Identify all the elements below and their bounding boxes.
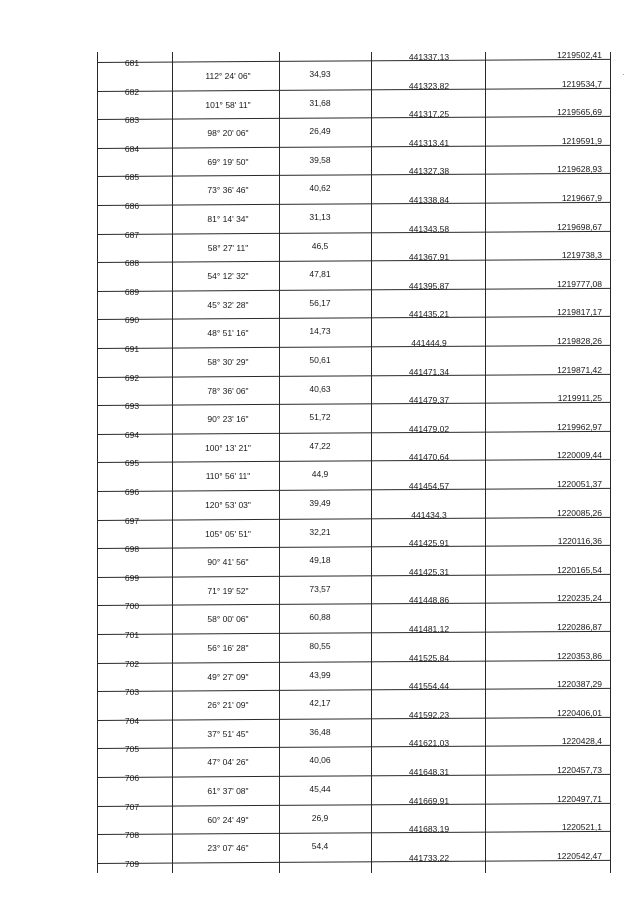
y-coordinate: 1220116,36	[557, 536, 602, 547]
bearing-angle: 49° 27' 09"	[207, 671, 249, 682]
bearing-angle: 26° 21' 09"	[207, 700, 249, 711]
bearing-angle: 90° 41' 56"	[207, 557, 249, 568]
bearing-angle: 48° 51' 16"	[207, 328, 249, 339]
point-number: 690	[124, 315, 140, 326]
bearing-angle: 120° 53' 03"	[205, 500, 251, 510]
side-length: 73,57	[309, 583, 331, 594]
x-coordinate: 441313,41	[408, 137, 450, 148]
column-border	[610, 52, 611, 873]
bearing-angle: 54° 12' 32"	[207, 271, 249, 282]
y-coordinate: 1220428,4	[561, 736, 602, 747]
y-coordinate: 1220286,87	[557, 622, 602, 632]
side-length: 39,49	[309, 498, 331, 508]
bearing-angle: 71° 19' 52"	[207, 585, 249, 596]
x-coordinate: 441554,44	[408, 681, 450, 692]
x-coordinate: 441454,57	[408, 481, 450, 491]
x-coordinate: 441444,9	[411, 338, 447, 348]
y-coordinate: 1219565,69	[557, 107, 602, 118]
margin-mark: ·	[622, 70, 625, 79]
bearing-angle: 37° 51' 45"	[207, 728, 249, 739]
x-coordinate: 441338,84	[408, 195, 450, 205]
side-length: 40,06	[309, 755, 331, 766]
y-coordinate: 1220165,54	[557, 564, 602, 575]
y-coordinate: 1220051,37	[557, 479, 602, 489]
side-length: 60,88	[309, 612, 331, 623]
point-number: 696	[124, 487, 140, 497]
x-coordinate: 441470,64	[408, 452, 450, 463]
bearing-angle: 58° 27' 11"	[207, 242, 249, 253]
x-coordinate: 441395,87	[408, 280, 450, 291]
y-coordinate: 1220387,29	[557, 679, 602, 690]
y-coordinate: 1220406,01	[557, 707, 602, 718]
y-coordinate: 1220457,73	[557, 765, 602, 775]
column-border	[485, 52, 486, 873]
point-number: 681	[124, 58, 140, 68]
x-coordinate: 441592,23	[408, 709, 450, 720]
side-length: 56,17	[309, 297, 331, 308]
point-number: 694	[124, 429, 140, 440]
y-coordinate: 1219534,7	[561, 78, 602, 89]
y-coordinate: 1219502,41	[557, 50, 602, 60]
side-length: 50,61	[309, 355, 331, 365]
point-number: 700	[124, 601, 140, 612]
x-coordinate: 441683,19	[408, 824, 450, 835]
point-number: 687	[124, 229, 140, 240]
x-coordinate: 441327,38	[408, 166, 450, 177]
y-coordinate: 1220521,1	[561, 822, 602, 833]
x-coordinate: 441733,22	[408, 852, 450, 863]
y-coordinate: 1219777,08	[557, 278, 602, 289]
side-length: 47,22	[309, 440, 331, 451]
x-coordinate: 441525,84	[408, 652, 450, 663]
bearing-angle: 61° 37' 08"	[207, 786, 249, 796]
x-coordinate: 441337,13	[408, 52, 450, 62]
x-coordinate: 441425,31	[408, 566, 450, 577]
side-length: 26,49	[309, 126, 331, 137]
side-length: 31,68	[309, 97, 331, 108]
y-coordinate: 1219667,9	[561, 193, 602, 203]
x-coordinate: 441479,02	[408, 423, 450, 434]
point-number: 693	[124, 401, 140, 412]
side-length: 31,13	[309, 212, 331, 222]
point-number: 682	[124, 86, 140, 97]
point-number: 691	[124, 344, 140, 354]
point-number: 708	[124, 830, 140, 841]
side-length: 45,44	[309, 784, 331, 794]
point-number: 697	[124, 515, 140, 526]
bearing-angle: 58° 00' 06"	[207, 614, 249, 625]
x-coordinate: 441435,21	[408, 309, 450, 320]
point-number: 684	[124, 143, 140, 154]
side-length: 36,48	[309, 726, 331, 737]
bearing-angle: 60° 24' 49"	[207, 814, 249, 825]
bearing-angle: 45° 32' 28"	[207, 299, 249, 310]
x-coordinate: 441621,03	[408, 738, 450, 749]
side-length: 42,17	[309, 698, 331, 709]
point-number: 702	[124, 658, 140, 669]
y-coordinate: 1219828,26	[557, 336, 602, 346]
y-coordinate: 1219962,97	[557, 421, 602, 432]
y-coordinate: 1219628,93	[557, 164, 602, 175]
point-number: 689	[124, 286, 140, 297]
point-number: 705	[124, 744, 140, 755]
side-length: 54,4	[311, 841, 329, 852]
x-coordinate: 441448,86	[408, 595, 450, 606]
bearing-angle: 90° 23' 16"	[207, 414, 249, 425]
x-coordinate: 441481,12	[408, 624, 450, 634]
bearing-angle: 78° 36' 06"	[207, 385, 249, 396]
y-coordinate: 1220353,86	[557, 650, 602, 661]
y-coordinate: 1219738,3	[561, 250, 602, 261]
point-number: 685	[124, 172, 140, 183]
bearing-angle: 81° 14' 34"	[207, 214, 249, 224]
bearing-angle: 110° 56' 11"	[205, 471, 251, 482]
bearing-angle: 47° 04' 26"	[207, 757, 249, 768]
point-number: 688	[124, 258, 140, 269]
x-coordinate: 441669,91	[408, 795, 450, 806]
point-number: 701	[124, 630, 140, 640]
y-coordinate: 1220497,71	[557, 793, 602, 804]
point-number: 695	[124, 458, 140, 469]
point-number: 707	[124, 801, 140, 812]
bearing-angle: 73° 36' 46"	[207, 185, 249, 196]
side-length: 39,58	[309, 154, 331, 165]
bearing-angle: 56° 16' 28"	[207, 643, 249, 653]
point-number: 683	[124, 115, 140, 126]
y-coordinate: 1219817,17	[557, 307, 602, 318]
y-coordinate: 1219871,42	[557, 364, 602, 375]
x-coordinate: 441367,91	[408, 252, 450, 263]
y-coordinate: 1220542,47	[557, 850, 602, 861]
bearing-angle: 112° 24' 06"	[205, 71, 251, 81]
x-coordinate: 441425,91	[408, 538, 450, 549]
y-coordinate: 1219591,9	[561, 135, 602, 146]
bearing-angle: 69° 19' 50"	[207, 156, 249, 167]
point-number: 704	[124, 715, 140, 726]
x-coordinate: 441648,31	[408, 767, 450, 777]
side-length: 34,93	[309, 69, 331, 79]
side-length: 44,9	[311, 469, 329, 480]
side-length: 43,99	[309, 669, 331, 680]
bearing-angle: 23° 07' 46"	[207, 843, 249, 854]
point-number: 692	[124, 372, 140, 383]
point-number: 709	[124, 858, 140, 869]
x-coordinate: 441471,34	[408, 366, 450, 377]
bearing-angle: 100° 13' 21"	[205, 442, 251, 453]
y-coordinate: 1220085,26	[557, 507, 602, 518]
side-length: 49,18	[309, 555, 331, 566]
side-length: 40,62	[309, 183, 331, 194]
bearing-angle: 98° 20' 06"	[207, 128, 249, 139]
y-coordinate: 1219698,67	[557, 221, 602, 232]
x-coordinate: 441343,58	[408, 223, 450, 234]
y-coordinate: 1220009,44	[557, 450, 602, 461]
bearing-angle: 101° 58' 11"	[205, 99, 251, 110]
side-length: 47,81	[309, 269, 331, 280]
x-coordinate: 441317,25	[408, 109, 450, 120]
x-coordinate: 441323,82	[408, 80, 450, 91]
side-length: 32,21	[309, 526, 331, 537]
bearing-angle: 58° 30' 29"	[207, 357, 249, 367]
side-length: 40,63	[309, 383, 331, 394]
side-length: 80,55	[309, 641, 331, 651]
y-coordinate: 1219911,25	[557, 393, 602, 404]
side-length: 51,72	[309, 412, 331, 423]
side-length: 26,9	[311, 812, 329, 823]
bearing-angle: 105° 05' 51"	[205, 528, 251, 539]
point-number: 703	[124, 687, 140, 698]
point-number: 699	[124, 572, 140, 583]
y-coordinate: 1220235,24	[557, 593, 602, 604]
x-coordinate: 441434,3	[411, 509, 447, 520]
point-number: 706	[124, 773, 140, 783]
side-length: 14,73	[309, 326, 331, 337]
point-number: 698	[124, 544, 140, 555]
x-coordinate: 441479,37	[408, 395, 450, 406]
point-number: 686	[124, 201, 140, 211]
side-length: 46,5	[311, 240, 329, 251]
